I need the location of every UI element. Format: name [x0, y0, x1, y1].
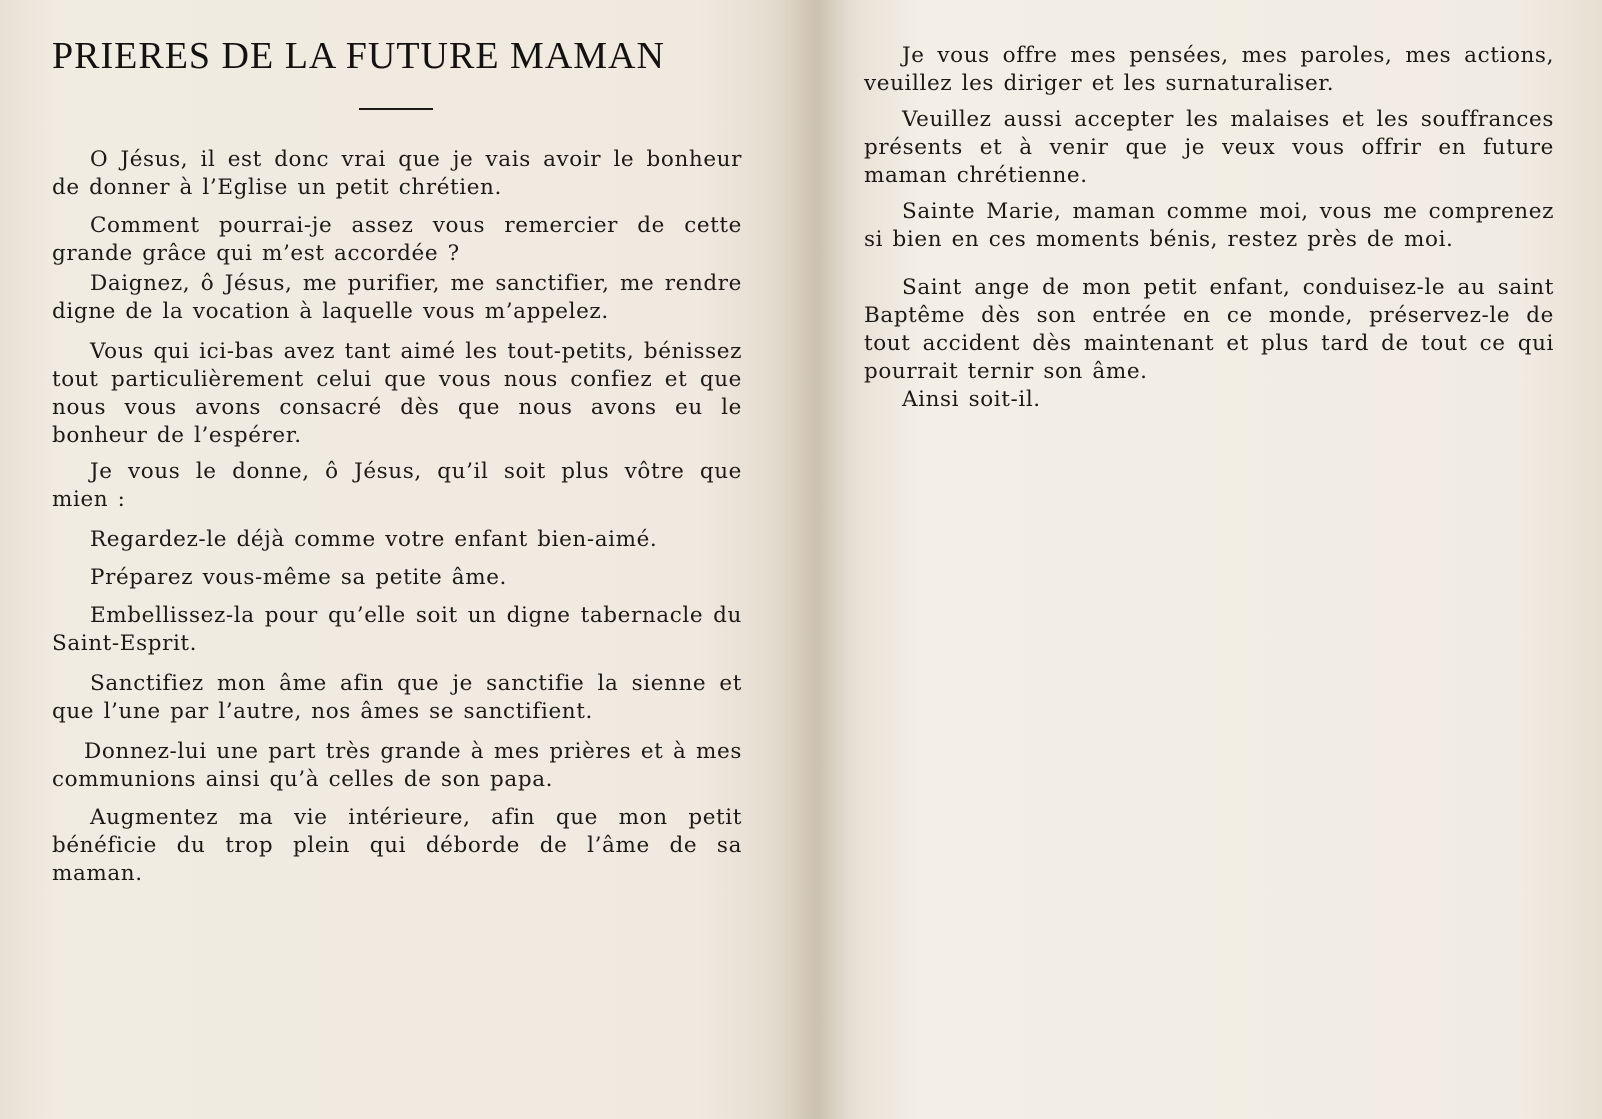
left-page — [52, 0, 742, 888]
prayer-paragraph: O Jésus, il est donc vrai que je vais avoir le bonheur de donner à l’Eglise un petit chrétien. — [52, 147, 742, 200]
prayer-paragraph: Saint ange de mon petit enfant, conduisez-le au saint Baptême dès son entrée en ce monde, préservez-le de tout accident dès maintenant et plus tard de tout ce qui pourrait ternir son âme. — [864, 275, 1554, 384]
page-title: PRIERES DE LA FUTURE MAMAN — [52, 35, 665, 77]
prayer-paragraph: Veuillez aussi accepter les malaises et les souffrances présents et à venir que je veux vous offrir en future maman chrétienne. — [864, 107, 1554, 188]
prayer-paragraph: Donnez-lui une part très grande à mes prières et à mes communions ainsi qu’à celles de son papa. — [52, 739, 742, 792]
prayer-paragraph: Regardez-le déjà comme votre enfant bien-aimé. — [90, 527, 658, 552]
title-divider — [359, 108, 433, 110]
right-page — [864, 0, 1554, 414]
prayer-paragraph: Vous qui ici-bas avez tant aimé les tout-petits, bénissez tout particulièrement celui que vous nous confiez et que nous vous avons consacré dès que nous avons eu le bonheur de l’espérer. — [52, 339, 742, 448]
prayer-paragraph: Augmentez ma vie intérieure, afin que mon petit bénéficie du trop plein qui déborde de l’âme de sa maman. — [52, 805, 742, 886]
book-gutter — [770, 0, 860, 1119]
prayer-paragraph: Comment pourrai-je assez vous remercier de cette grande grâce qui m’est accordée ? — [52, 213, 742, 266]
prayer-paragraph: Sanctifiez mon âme afin que je sanctifie la sienne et que l’une par l’autre, nos âmes se sanctifient. — [52, 671, 742, 724]
prayer-paragraph: Embellissez-la pour qu’elle soit un digne tabernacle du Saint-Esprit. — [52, 603, 742, 656]
prayer-paragraph: Je vous le donne, ô Jésus, qu’il soit plus vôtre que mien : — [52, 459, 742, 512]
prayer-paragraph: Sainte Marie, maman comme moi, vous me comprenez si bien en ces moments bénis, restez près de moi. — [864, 199, 1554, 252]
prayer-paragraph: Préparez vous-même sa petite âme. — [90, 565, 507, 590]
prayer-paragraph: Daignez, ô Jésus, me purifier, me sanctifier, me rendre digne de la vocation à laquelle vous m’appelez. — [52, 271, 742, 324]
closing-amen: Ainsi soit-il. — [902, 387, 1041, 412]
prayer-paragraph: Je vous offre mes pensées, mes paroles, mes actions, veuillez les diriger et les surnaturaliser. — [864, 43, 1554, 96]
